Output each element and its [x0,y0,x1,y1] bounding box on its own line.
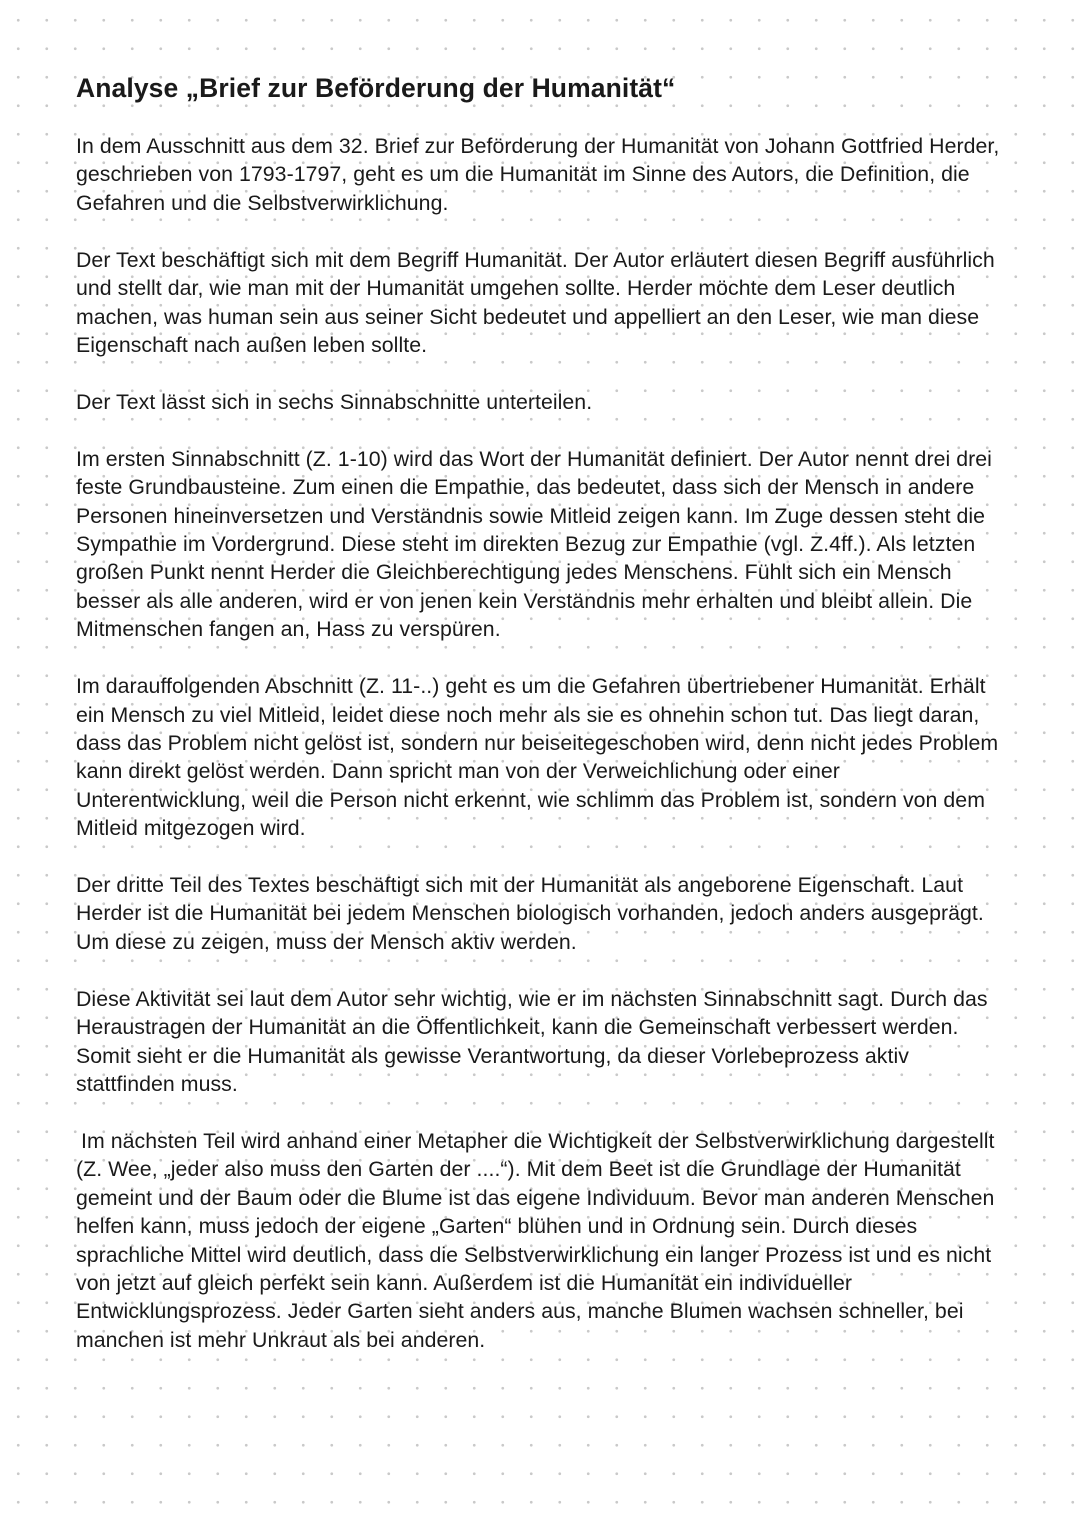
paragraph-section-three: Der dritte Teil des Textes beschäftigt sich mit der Humanität als angeborene Eigenschaft. Laut Herder ist die Humanität bei jedem Menschen biologisch vorhanden, jedoch anders ausgeprägt. Um diese zu zeigen, muss der Mensch aktiv werden. [76,873,984,954]
paragraph-section-one: Im ersten Sinnabschnitt (Z. 1-10) wird das Wort der Humanität definiert. Der Autor nennt drei drei feste Grundbausteine. Zum einen die Empathie, das bedeutet, dass sich der Mensch in andere Personen hineinversetzen und Verständnis sowie Mitleid zeigen kann. Im Zuge dessen steht die Sympathie im Vordergrund. Diese steht im direkten Bezug zur Empathie (vgl. Z.4ff.). Als letzten großen Punkt nennt Herder die Gleichberechtigung jedes Menschens. Fühlt sich ein Mensch besser als alle anderen, wird er von jenen kein Verständnis mehr erhalten und bleibt allein. Die Mitmenschen fangen an, Hass zu verspüren. [76,446,992,642]
paragraph-topic: Der Text beschäftigt sich mit dem Begriff Humanität. Der Autor erläutert diesen Begriff ausführlich und stellt dar, wie man mit der Humanität umgehen sollte. Herder möchte dem Leser deutlich machen, was human sein aus seiner Sicht bedeutet und appelliert an den Leser, wie man diese Eigenschaft nach außen leben sollte. [76,247,995,357]
paragraph-structure: Der Text lässt sich in sechs Sinnabschnitte unterteilen. [76,389,593,414]
paragraph-section-four: Diese Aktivität sei laut dem Autor sehr wichtig, wie er im nächsten Sinnabschnitt sagt. Durch das Heraustragen der Humanität an die Öffentlichkeit, kann die Gemeinschaft verbessert werden. Somit sieht er die Humanität als gewisse Verantwortung, da dieser Vorlebeprozess aktiv stattfinden muss. [76,986,988,1096]
paragraph-introduction: In dem Ausschnitt aus dem 32. Brief zur Beförderung der Humanität von Johann Gottfried Herder, geschrieben von 1793-1797, geht es um die Humanität im Sinne des Autors, die Definition, die Gefahren und die Selbstverwirklichung. [76,134,1000,215]
paragraph-section-five: Im nächsten Teil wird anhand einer Metapher die Wichtigkeit der Selbstverwirklichung dargestellt (Z. Wee, „jeder also muss den Garten der ....“). Mit dem Beet ist die Grundlage der Humanität gemeint und der Baum oder die Blume ist das eigene Individuum. Bevor man anderen Menschen helfen kann, muss jedoch der eigene „Garten“ blühen und in Ordnung sein. Durch dieses sprachliche Mittel wird deutlich, dass die Selbstverwirklichung ein langer Prozess ist und es nicht von jetzt auf gleich perfekt sein kann. Außerdem ist die Humanität ein individueller Entwicklungsprozess. Jeder Garten sieht anders aus, manche Blumen wachsen schneller, bei manchen ist mehr Unkraut als bei anderen. [76,1128,995,1352]
document-title: Analyse „Brief zur Beförderung der Humanität“ [76,73,676,103]
document-page [76,70,1006,1383]
paragraph-section-two: Im darauffolgenden Abschnitt (Z. 11-..) geht es um die Gefahren übertriebener Humanität. Erhält ein Mensch zu viel Mitleid, leidet diese noch mehr als sie es ohnehin schon tut. Das liegt daran, dass das Problem nicht gelöst ist, sondern nur beiseitegeschoben wird, denn nicht jedes Problem kann direkt gelöst werden. Dann spricht man von der Verweichlichung oder einer Unterentwicklung, weil die Person nicht erkennt, wie schlimm das Problem ist, sondern von dem Mitleid mitgezogen wird. [76,674,999,841]
